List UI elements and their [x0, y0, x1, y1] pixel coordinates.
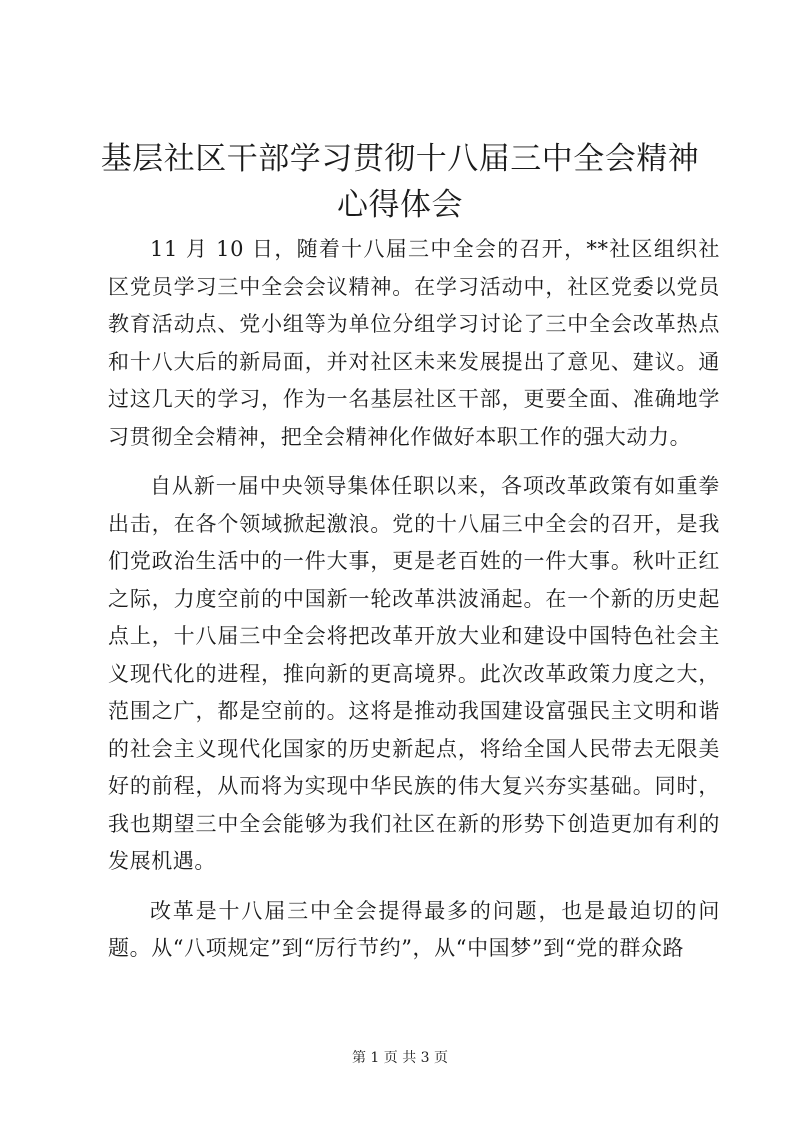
- paragraph-3: 改革是十八届三中全会提得最多的问题，也是最迫切的问题。从“八项规定”到“厉行节约”，从“中国梦”到“党的群众路: [108, 898, 720, 960]
- page-footer: 第 1 页 共 3 页: [351, 1050, 449, 1066]
- document-title: 基层社区干部学习贯彻十八届三中全会精神心得体会: [100, 141, 700, 223]
- document-body: [108, 231, 720, 980]
- paragraph-1: 11 月 10 日，随着十八届三中全会的召开，**社区组织社区党员学习三中全会会议精神。在学习活动中，社区党委以党员教育活动点、党小组等为单位分组学习讨论了三中全会改革热点和十八大后的新局面，并对社区未来发展提出了意见、建议。通过这几天的学习，作为一名基层社区干部，更要全面、准确地学习贯彻全会精神，把全会精神化作做好本职工作的强大动力。: [108, 237, 720, 449]
- paragraph-2: 自从新一届中央领导集体任职以来，各项改革政策有如重拳出击，在各个领域掀起激浪。党的十八届三中全会的召开，是我们党政治生活中的一件大事，更是老百姓的一件大事。秋叶正红之际，力度空前的中国新一轮改革洪波涌起。在一个新的历史起点上，十八届三中全会将把改革开放大业和建设中国特色社会主义现代化的进程，推向新的更高境界。此次改革政策力度之大，范围之广，都是空前的。这将是推动我国建设富强民主文明和谐的社会主义现代化国家的历史新起点，将给全国人民带去无限美好的前程，从而将为实现中华民族的伟大复兴夯实基础。同时，我也期望三中全会能够为我们社区在新的形势下创造更加有利的发展机遇。: [108, 474, 720, 873]
